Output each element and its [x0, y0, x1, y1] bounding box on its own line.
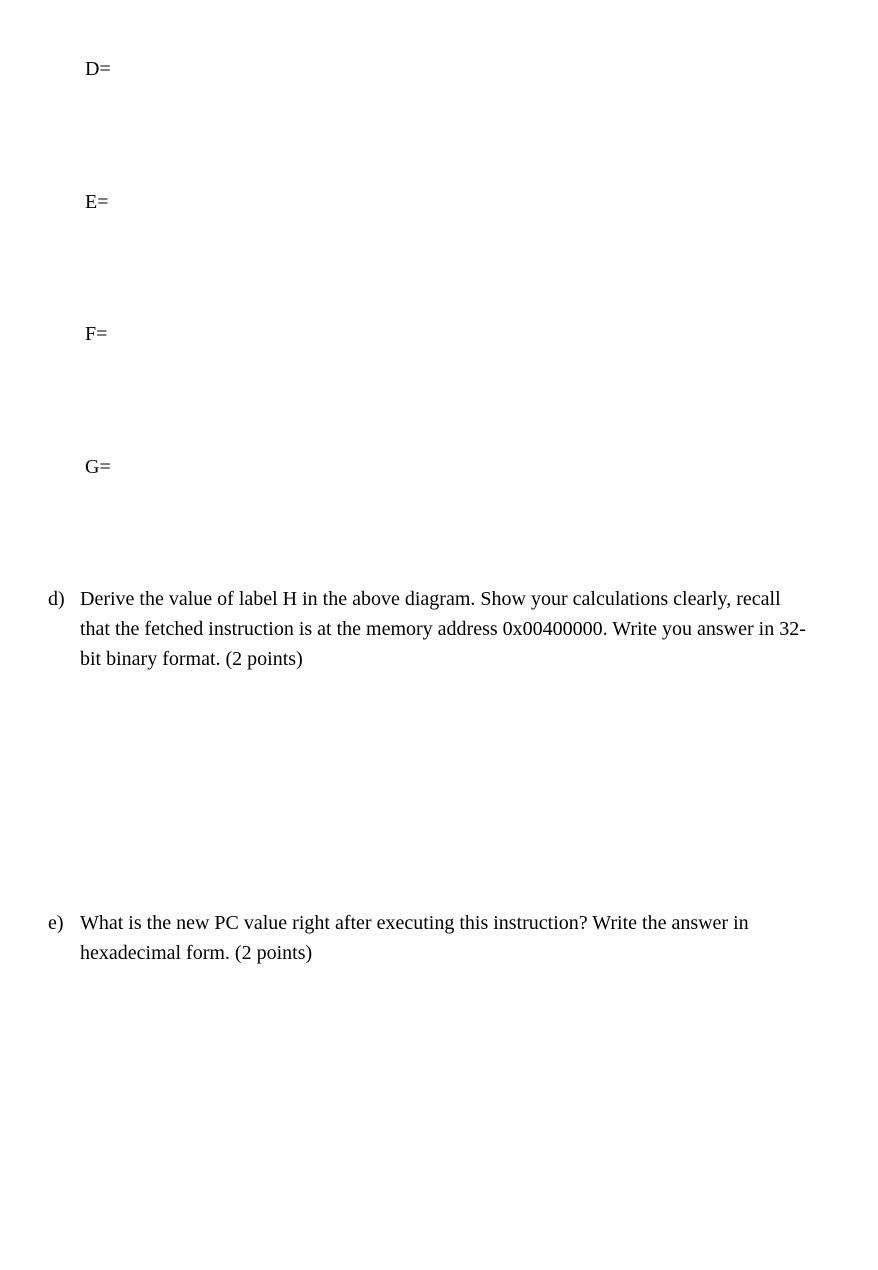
question-d — [48, 584, 808, 674]
question-e — [48, 908, 808, 968]
answer-label-g: G= — [85, 456, 111, 478]
answer-label-e: E= — [85, 191, 109, 213]
question-e-marker: e) — [48, 912, 64, 934]
question-d-marker: d) — [48, 588, 65, 610]
answer-label-d: D= — [85, 58, 111, 80]
question-d-text: Derive the value of label H in the above diagram. Show your calculations clearly, recall that the fetched instruction is at the memory address 0x00400000. Write you answer in 32-bit binary format. (2 points) — [80, 588, 806, 670]
answer-label-f: F= — [85, 323, 108, 345]
question-e-text: What is the new PC value right after executing this instruction? Write the answer in hexadecimal form. (2 points) — [80, 912, 749, 964]
